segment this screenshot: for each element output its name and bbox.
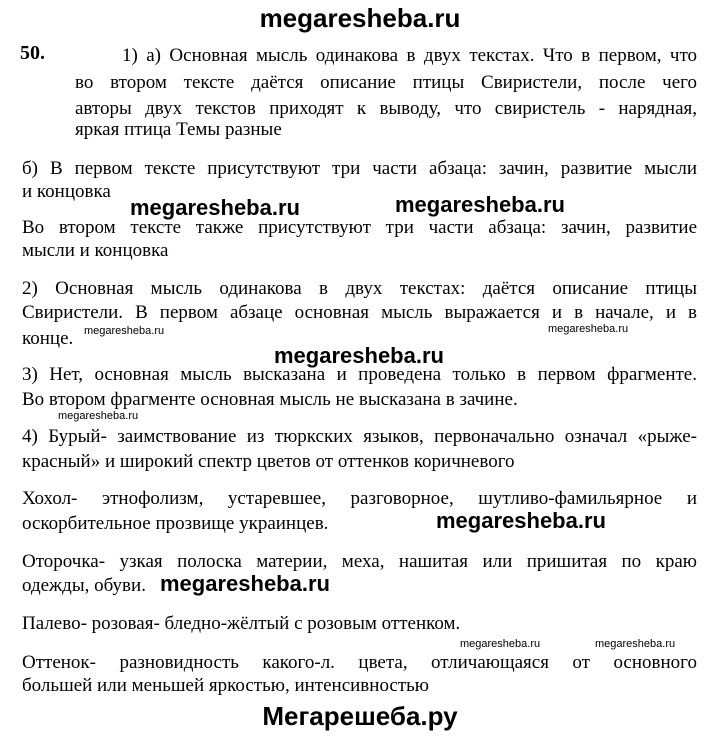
watermark: megaresheba.ru [130,195,300,220]
text-line: авторы двух текстов приходят к выводу, что свиристель - нарядная, [75,98,697,119]
text-line: Оторочка- узкая полоска материи, меха, нашитая или пришитая по краю [22,551,697,572]
text-line: 3) Нет, основная мысль высказана и проведена только в первом фрагменте. [22,364,697,385]
text-line: Оттенок- разновидность какого-л. цвета, отличающаяся от основного [22,652,697,673]
text-line: красный» и широкий спектр цветов от оттенков коричневого [22,451,515,472]
text-line: оскорбительное прозвище украинцев. [22,513,329,534]
task-number: 50. [20,42,45,64]
watermark: megaresheba.ru [436,508,606,533]
text-line: 2) Основная мысль одинакова в двух текстах: даётся описание птицы [22,278,697,299]
text-line: 4) Бурый- заимствование из тюркских языков, первоначально означал «рыже- [22,426,697,447]
watermark: megaresheba.ru [84,325,165,337]
watermark: megaresheba.ru [274,343,444,368]
watermark: megaresheba.ru [595,638,676,650]
text-line: большей или меньшей яркостью, интенсивностью [22,675,430,696]
text-line: яркая птица Темы разные [75,119,282,140]
text-line: Во втором фрагменте основная мысль не высказана в зачине. [22,389,518,410]
text-line: одежды, обуви. [22,575,146,596]
watermark: megaresheba.ru [460,638,541,650]
text-line: конце. [22,328,74,349]
text-line: Во втором тексте также присутствуют три части абзаца: зачин, развитие [22,217,697,238]
footer-site: Мегарешеба.ру [262,701,458,731]
text-line: Хохол- этнофолизм, устаревшее, разговорное, шутливо-фамильярное и [22,488,697,509]
watermark: megaresheba.ru [58,410,139,422]
text-line: б) В первом тексте присутствуют три части абзаца: зачин, развитие мысли [22,158,697,179]
text-line: во втором тексте даётся описание птицы Свиристели, после чего [75,72,697,93]
watermark: megaresheba.ru [548,323,629,335]
watermark: megaresheba.ru [395,192,565,217]
header-site: megaresheba.ru [259,3,461,33]
text-line: Свиристели. В первом абзаце основная мысль выражается и в начале, и в [22,302,697,323]
text-line: и концовка [22,181,111,202]
text-line: 1) а) Основная мысль одинакова в двух текстах. Что в первом, что [122,45,697,66]
text-line: мысли и концовка [22,240,169,261]
text-line: Палево- розовая- бледно-жёлтый с розовым оттенком. [22,613,461,634]
watermark: megaresheba.ru [160,571,330,596]
